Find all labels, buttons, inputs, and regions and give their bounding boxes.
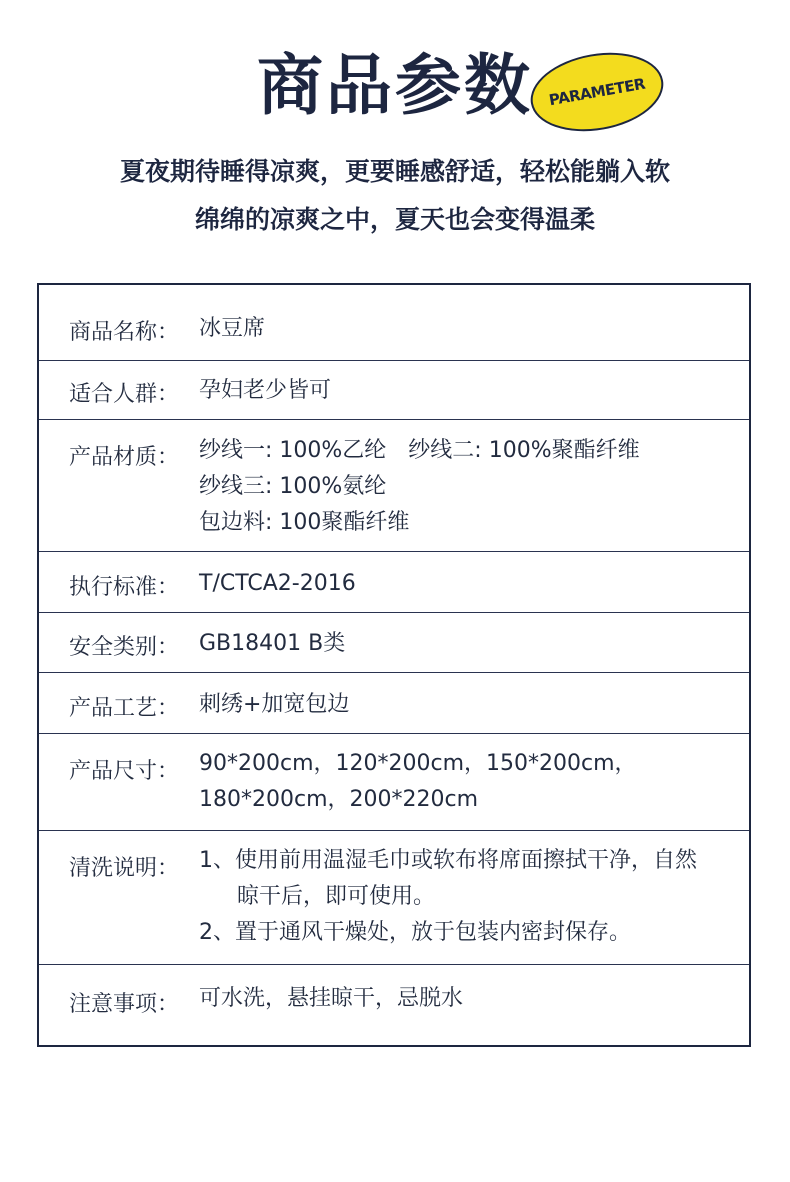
spec-value-line: GB18401 B类 [199,631,346,656]
spec-label: 适合人群： [69,382,180,407]
spec-row-standard [39,552,749,613]
spec-value [199,626,345,662]
spec-value-line: 90*200cm，120*200cm，150*200cm， [199,751,637,776]
spec-value-line: 2、置于通风干燥处，放于包装内密封保存。 [199,920,631,945]
spec-value [199,433,640,541]
spec-label: 产品工艺： [69,696,180,721]
spec-value [199,311,265,347]
spec-label: 注意事项： [69,992,180,1017]
spec-value-line: 晾干后，即可使用。 [237,884,436,909]
spec-value [199,687,349,723]
spec-value [199,373,331,409]
spec-value [199,746,637,818]
spec-label: 安全类别： [69,635,180,660]
spec-value-line: 冰豆席 [199,316,266,341]
spec-table [37,283,751,1047]
page-title: 商品参数 [257,47,533,124]
spec-row-material [39,420,749,552]
spec-label: 商品名称： [69,320,180,345]
subtitle-line-2: 绵绵的凉爽之中，夏天也会变得温柔 [194,205,595,234]
spec-value-line: 180*200cm，200*220cm [199,787,479,812]
spec-label: 产品材质： [69,445,180,470]
spec-row-craft [39,673,749,734]
spec-row-safety [39,613,749,673]
spec-value-line: 纱线三: 100%氨纶 [199,474,387,499]
spec-value-line: 可水洗，悬挂晾干，忌脱水 [199,986,464,1011]
spec-label: 产品尺寸： [69,759,180,784]
subtitle-line-1: 夏夜期待睡得凉爽，更要睡感舒适，轻松能躺入软 [119,157,670,186]
parameter-badge: PARAMETER [524,43,669,141]
spec-value-line: 刺绣+加宽包边 [199,692,350,717]
spec-value-line: 孕妇老少皆可 [199,378,332,403]
spec-value-line: 1、使用前用温湿毛巾或软布将席面擦拭干净，自然 [199,848,697,873]
spec-row-audience [39,361,749,420]
spec-row-size [39,734,749,831]
spec-value-line: 包边料: 100聚酯纤维 [199,510,410,535]
spec-value [199,566,356,602]
spec-value [199,843,697,951]
spec-value-line: T/CTCA2-2016 [199,571,356,596]
spec-label: 执行标准： [69,575,180,600]
spec-value [199,981,463,1017]
spec-row-name [39,285,749,361]
spec-row-washing [39,831,749,965]
spec-value-line: 纱线一: 100%乙纶 纱线二: 100%聚酯纤维 [199,438,640,463]
spec-label: 清洗说明： [69,856,180,881]
spec-row-notes [39,965,749,1045]
